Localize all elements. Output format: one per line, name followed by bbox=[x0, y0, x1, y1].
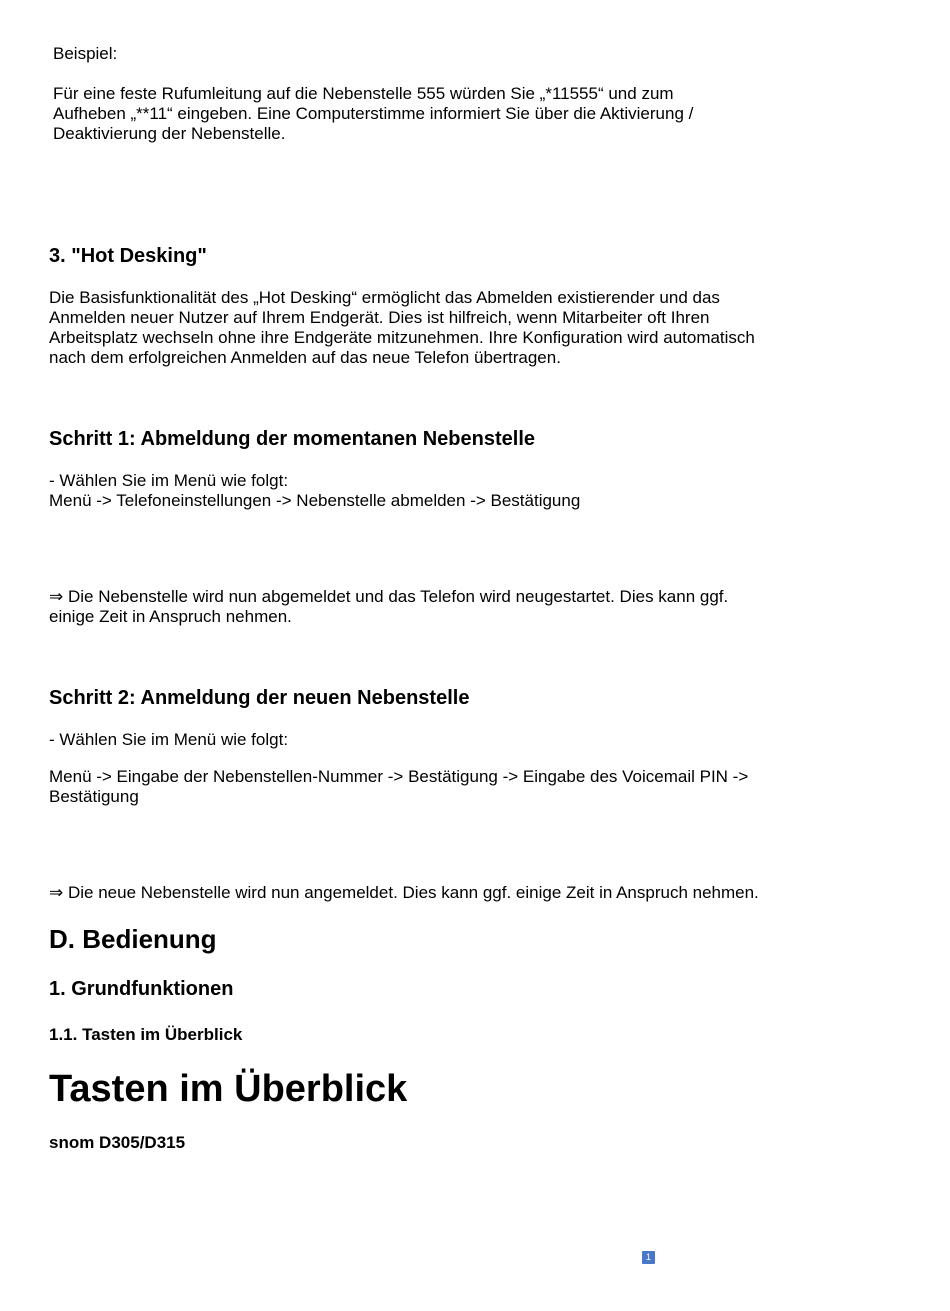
keys-overview-title: Tasten im Überblick bbox=[49, 1068, 408, 1110]
step2-path-line: Menü -> Eingabe der Nebenstellen-Nummer -> Bestätigung -> Eingabe des Voicemail PIN -> bbox=[49, 767, 749, 786]
step2-path bbox=[49, 767, 748, 807]
phone-model-label: snom D305/D315 bbox=[49, 1133, 186, 1152]
example-label: Beispiel: bbox=[53, 44, 118, 63]
hot-desking-line: Arbeitsplatz wechseln ohne ihre Endgeräte mitzunehmen. Ihre Konfiguration wird automatisch bbox=[49, 328, 755, 347]
section-d-subheading: 1. Grundfunktionen bbox=[49, 978, 234, 1000]
hot-desking-line: Anmelden neuer Nutzer auf Ihrem Endgerät. Dies ist hilfreich, wenn Mitarbeiter oft Ihren bbox=[49, 308, 710, 327]
step2-instruction: - Wählen Sie im Menü wie folgt: bbox=[49, 730, 289, 749]
example-line: Deaktivierung der Nebenstelle. bbox=[53, 124, 286, 143]
step1-instructions bbox=[49, 471, 580, 511]
step2-result: ⇒ Die neue Nebenstelle wird nun angemeldet. Dies kann ggf. einige Zeit in Anspruch nehmen. bbox=[49, 883, 759, 902]
section-d-heading: D. Bedienung bbox=[49, 924, 217, 954]
hot-desking-line: Die Basisfunktionalität des „Hot Desking“ ermöglicht das Abmelden existierender und das bbox=[49, 288, 720, 307]
step2-heading: Schritt 2: Anmeldung der neuen Nebenstelle bbox=[49, 687, 470, 709]
step1-result bbox=[49, 587, 728, 627]
step2-path-line: Bestätigung bbox=[49, 787, 139, 806]
step1-result-line: ⇒ Die Nebenstelle wird nun abgemeldet und das Telefon wird neugestartet. Dies kann ggf. bbox=[49, 587, 729, 606]
step1-heading: Schritt 1: Abmeldung der momentanen Nebenstelle bbox=[49, 428, 536, 450]
example-line: Für eine feste Rufumleitung auf die Nebenstelle 555 würden Sie „*11555“ und zum bbox=[53, 84, 674, 103]
example-line: Aufheben „**11“ eingeben. Eine Computerstimme informiert Sie über die Aktivierung / bbox=[53, 104, 694, 123]
hot-desking-paragraph bbox=[49, 288, 755, 368]
step1-line: - Wählen Sie im Menü wie folgt: bbox=[49, 471, 289, 490]
step1-line: Menü -> Telefoneinstellungen -> Nebenstelle abmelden -> Bestätigung bbox=[49, 491, 581, 510]
section-d-subsubheading: 1.1. Tasten im Überblick bbox=[49, 1025, 243, 1044]
hot-desking-line: nach dem erfolgreichen Anmelden auf das neue Telefon übertragen. bbox=[49, 348, 561, 367]
step1-result-line: einige Zeit in Anspruch nehmen. bbox=[49, 607, 292, 626]
example-paragraph bbox=[53, 84, 693, 144]
hot-desking-heading: 3. "Hot Desking" bbox=[49, 245, 207, 267]
page-badge: 1 bbox=[642, 1251, 655, 1264]
